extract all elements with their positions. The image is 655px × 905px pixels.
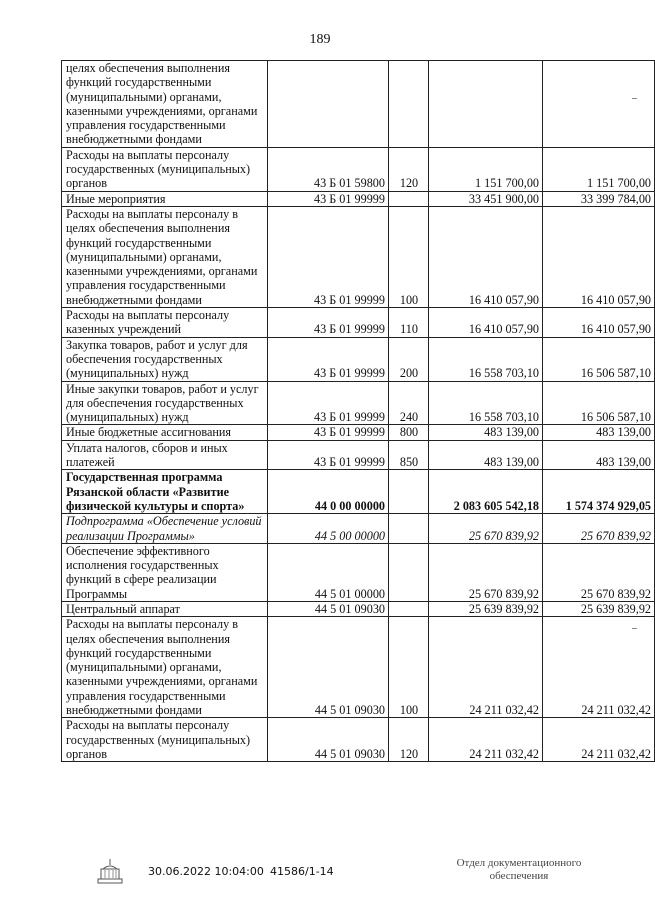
row-value-2022-cell [429,61,543,148]
table-row [62,470,655,514]
row-code-cell: 43 Б 01 99999 [268,337,389,381]
table-row [62,718,655,762]
building-logo-icon [95,857,125,887]
row-name-cell: Государственная программа Рязанской области «Развитие физической культуры и спорта» [62,470,268,514]
row-value-2023-cell: 16 410 057,90 [543,206,655,307]
row-name-cell: Закупка товаров, работ и услуг для обеспечения государственных (муниципальных) нужд [62,337,268,381]
row-type-cell [389,61,429,148]
row-value-2023-cell: 25 670 839,92 [543,543,655,601]
row-code-cell: 43 Б 01 59800 [268,147,389,191]
row-type-cell: 200 [389,337,429,381]
row-code-cell: 43 Б 01 99999 [268,206,389,307]
footer [0,857,640,897]
table-row [62,337,655,381]
row-type-cell [389,601,429,616]
row-type-cell: 850 [389,440,429,470]
row-value-2023-cell: 33 399 784,00 [543,191,655,206]
row-value-2023-cell: 25 670 839,92 [543,514,655,544]
row-value-2022-cell: 16 558 703,10 [429,337,543,381]
row-value-2022-cell: 483 139,00 [429,440,543,470]
margin-mark [632,98,637,99]
row-value-2023-cell: 16 506 587,10 [543,381,655,425]
row-name-cell: Расходы на выплаты персоналу в целях обеспечения выполнения функций государственными (муниципальными) органами, казенными учреждениями, органами управления государственными внебюджетными фондами [62,617,268,718]
row-code-cell [268,61,389,148]
row-value-2022-cell: 24 211 032,42 [429,718,543,762]
row-value-2022-cell: 16 558 703,10 [429,381,543,425]
table-row [62,440,655,470]
row-value-2023-cell: 16 410 057,90 [543,308,655,338]
row-code-cell: 44 5 01 00000 [268,543,389,601]
row-value-2022-cell: 16 410 057,90 [429,206,543,307]
row-name-cell: Расходы на выплаты персоналу государственных (муниципальных) органов [62,718,268,762]
row-name-cell: целях обеспечения выполнения функций государственными (муниципальными) органами, казенными учреждениями, органами управления государственными внебюджетными фондами [62,61,268,148]
row-value-2022-cell: 25 670 839,92 [429,514,543,544]
table-row [62,543,655,601]
budget-table [61,60,655,762]
row-value-2023-cell: 1 151 700,00 [543,147,655,191]
row-name-cell: Расходы на выплаты персоналу в целях обеспечения выполнения функций государственными (муниципальными) органами, казенными учреждениями, органами управления государственными внебюджетными фондами [62,206,268,307]
row-type-cell [389,470,429,514]
row-code-cell: 43 Б 01 99999 [268,440,389,470]
row-type-cell: 100 [389,617,429,718]
row-value-2022-cell: 16 410 057,90 [429,308,543,338]
table-row [62,308,655,338]
table-row [62,601,655,616]
row-code-cell: 44 0 00 00000 [268,470,389,514]
row-code-cell: 43 Б 01 99999 [268,425,389,440]
row-value-2022-cell: 2 083 605 542,18 [429,470,543,514]
table-row [62,147,655,191]
margin-mark [632,628,637,629]
row-value-2023-cell: 1 574 374 929,05 [543,470,655,514]
table-row [62,514,655,544]
row-value-2022-cell: 25 670 839,92 [429,543,543,601]
row-value-2023-cell: 483 139,00 [543,425,655,440]
row-value-2023-cell: 24 211 032,42 [543,617,655,718]
row-value-2023-cell [543,61,655,148]
row-value-2022-cell: 483 139,00 [429,425,543,440]
footer-department: Отдел документационного обеспечения [456,857,582,882]
row-code-cell: 44 5 01 09030 [268,601,389,616]
row-code-cell: 44 5 01 09030 [268,617,389,718]
row-name-cell: Иные мероприятия [62,191,268,206]
table-row [62,425,655,440]
row-name-cell: Расходы на выплаты персоналу государственных (муниципальных) органов [62,147,268,191]
row-value-2023-cell: 25 639 839,92 [543,601,655,616]
row-name-cell: Иные закупки товаров, работ и услуг для обеспечения государственных (муниципальных) нужд [62,381,268,425]
row-code-cell: 44 5 00 00000 [268,514,389,544]
footer-document-number: 41586/1-14 [270,865,334,878]
row-name-cell: Расходы на выплаты персоналу казенных учреждений [62,308,268,338]
row-type-cell [389,543,429,601]
row-code-cell: 43 Б 01 99999 [268,308,389,338]
table-row [62,381,655,425]
row-type-cell: 240 [389,381,429,425]
row-value-2022-cell: 24 211 032,42 [429,617,543,718]
row-type-cell: 100 [389,206,429,307]
row-value-2023-cell: 16 506 587,10 [543,337,655,381]
row-type-cell [389,191,429,206]
page-number: 189 [309,32,331,47]
table-row [62,617,655,718]
row-value-2023-cell: 24 211 032,42 [543,718,655,762]
row-type-cell: 120 [389,147,429,191]
table-row [62,191,655,206]
row-code-cell: 43 Б 01 99999 [268,381,389,425]
table-row [62,61,655,148]
row-type-cell: 110 [389,308,429,338]
row-value-2023-cell: 483 139,00 [543,440,655,470]
row-name-cell: Подпрограмма «Обеспечение условий реализации Программы» [62,514,268,544]
row-value-2022-cell: 1 151 700,00 [429,147,543,191]
row-code-cell: 44 5 01 09030 [268,718,389,762]
row-value-2022-cell: 25 639 839,92 [429,601,543,616]
footer-date: 30.06.2022 10:04:00 [148,865,264,878]
row-code-cell: 43 Б 01 99999 [268,191,389,206]
row-type-cell: 120 [389,718,429,762]
row-type-cell [389,514,429,544]
row-type-cell: 800 [389,425,429,440]
row-name-cell: Обеспечение эффективного исполнения государственных функций в сфере реализации Программы [62,543,268,601]
budget-table-body [62,61,655,762]
row-name-cell: Центральный аппарат [62,601,268,616]
row-name-cell: Иные бюджетные ассигнования [62,425,268,440]
table-row [62,206,655,307]
row-value-2022-cell: 33 451 900,00 [429,191,543,206]
row-name-cell: Уплата налогов, сборов и иных платежей [62,440,268,470]
